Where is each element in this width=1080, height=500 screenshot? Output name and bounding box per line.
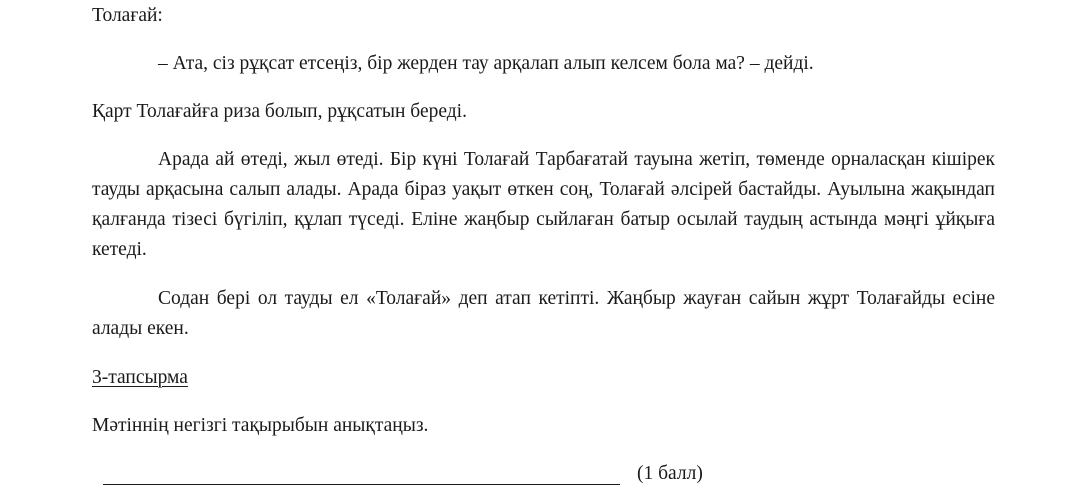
task-question: Мәтіннің негізгі тақырыбын анықтаңыз. xyxy=(92,415,429,436)
dialogue-line: – Ата, сіз рұқсат етсеңіз, бір жерден тау арқалап алып келсем бола ма? – дейді. xyxy=(158,53,814,74)
points-label: (1 балл) xyxy=(637,463,703,484)
paragraph-ending: Содан бері ол тауды ел «Толағай» деп атап кетіпті. Жаңбыр жауған сайын жұрт Толағайды есіне алады екен. xyxy=(92,288,995,339)
answer-blank-line[interactable] xyxy=(103,484,620,485)
paragraph-elder-consent: Қарт Толағайға риза болып, рұқсатын береді. xyxy=(92,101,467,122)
paragraph-story: Арада ай өтеді, жыл өтеді. Бір күні Толағай Тарбағатай тауына жетіп, төменде орналасқан кішірек тауды арқасына салып алады. Арада біраз уақыт өткен соң, Толағай әлсірей бастайды. Ауылына жақындап қалғанда тізесі бүгіліп, құлап түседі. Еліне жаңбыр сыйлаған батыр осылай таудың астында мәңгі ұйқыға кетеді. xyxy=(92,149,995,260)
answer-row xyxy=(103,459,803,489)
speaker-label: Толағай: xyxy=(92,5,163,26)
task-heading: 3-тапсырма xyxy=(92,367,188,388)
